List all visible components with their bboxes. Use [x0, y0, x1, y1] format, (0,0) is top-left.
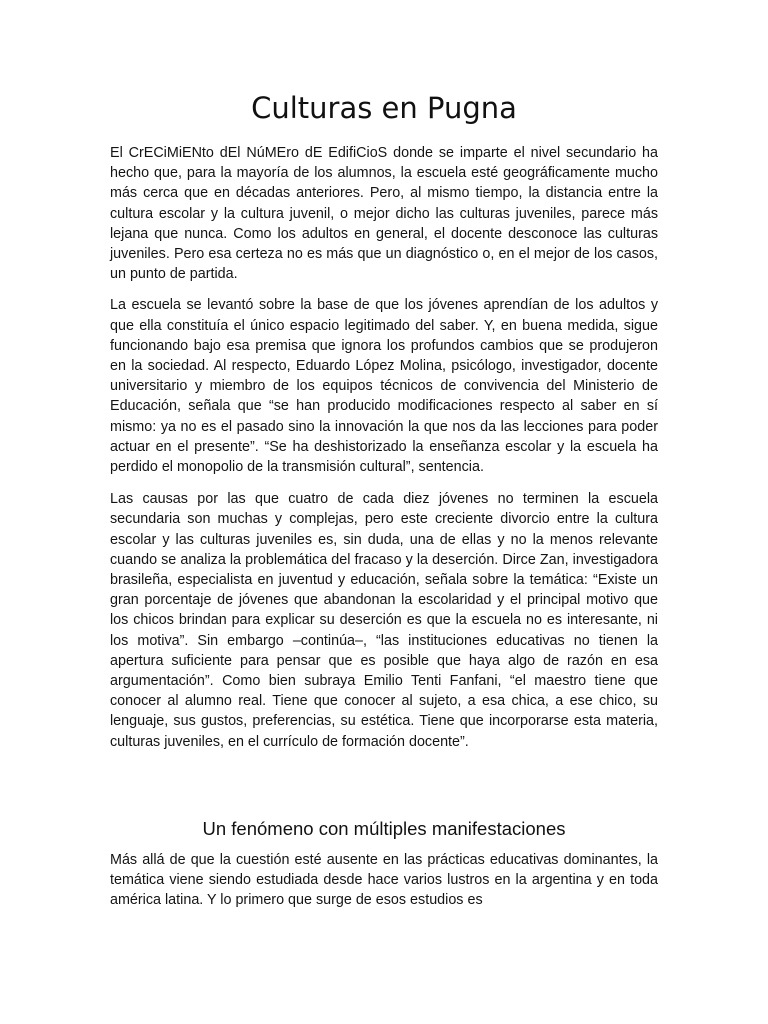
paragraph-2: La escuela se levantó sobre la base de que los jóvenes aprendían de los adultos y que ella constituía el único espacio legitimado del saber. Y, en buena medida, sigue funcionando bajo esa premisa que ignora los profundos cambios que se produjeron en la sociedad. Al respecto, Eduardo López Molina, psicólogo, investigador, docente universitario y miembro de los equipos técnicos de convivencia del Ministerio de Educación, señala que “se han producido modificaciones respecto al saber en sí mismo: ya no es el pasado sino la innovación la que nos da las lecciones para poder actuar en el presente”. “Se ha deshistorizado la enseñanza escolar y la escuela ha perdido el monopolio de la transmisión cultural”, sentencia.: [110, 297, 658, 476]
paragraph-1: El CrECiMiENto dEl NúMEro dE EdifiCioS donde se imparte el nivel secundario ha hecho que, para la mayoría de los alumnos, la escuela esté geográficamente mucho más cerca que en décadas anteriores. Pero, al mismo tiempo, la distancia entre la cultura escolar y la cultura juvenil, o mejor dicho las culturas juveniles, parece más lejana que nunca. Como los adultos en general, el docente desconoce las culturas juveniles. Pero esa certeza no es más que un diagnóstico o, en el mejor de los casos, un punto de partida.: [110, 145, 658, 283]
section-heading: Un fenómeno con múltiples manifestaciones: [202, 817, 566, 839]
paragraph-4: Más allá de que la cuestión esté ausente en las prácticas educativas dominantes, la temática viene siendo estudiada desde hace varios lustros en la argentina y en toda américa latina. Y lo primero que surge de esos estudios es: [110, 851, 658, 909]
document-title: Culturas en Pugna: [251, 91, 517, 125]
document-page: [110, 0, 658, 911]
paragraph-3: Las causas por las que cuatro de cada diez jóvenes no terminen la escuela secundaria son muchas y complejas, pero este creciente divorcio entre la cultura escolar y las culturas juveniles es, sin duda, una de ellas y no la menos relevante cuando se analiza la problemática del fracaso y la deserción. Dirce Zan, investigadora brasileña, especialista en juventud y educación, señala sobre la temática: “Existe un gran porcentaje de jóvenes que abandonan la escolaridad y el principal motivo que los chicos brindan para explicar su deserción es que la escuela no es interesante, ni los motiva”. Sin embargo –continúa–, “las instituciones educativas no tienen la apertura suficiente para pensar que es posible que haya algo de razón en esa argumentación”. Como bien subraya Emilio Tenti Fanfani, “el maestro tiene que conocer al alumno real. Tiene que conocer al sujeto, a esa chica, a ese chico, su lenguaje, sus gustos, preferencias, su estética. Tiene que incorporarse esta materia, culturas juveniles, en el currículo de formación docente”.: [110, 491, 658, 750]
